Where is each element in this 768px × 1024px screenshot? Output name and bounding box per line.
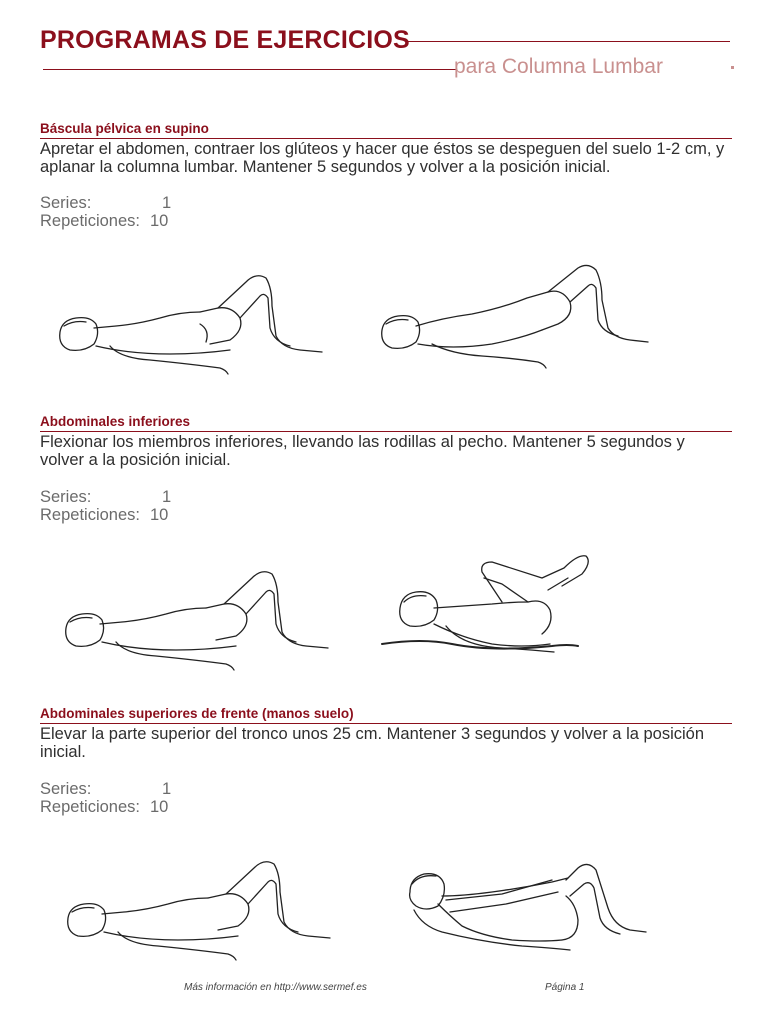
exercise-1-title: Báscula pélvica en supino: [40, 121, 209, 136]
series-value: 1: [162, 780, 172, 798]
exercise-3-reps: [40, 798, 169, 816]
exercise-1-description: Apretar el abdomen, contraer los glúteos y hacer que éstos se despeguen del suelo 1-2 cm, y aplanar la columna lumbar. Mantener 5 segundos y volver a la posición inicial.: [40, 140, 725, 176]
reps-label: Repeticiones:: [40, 798, 140, 816]
series-label: Series:: [40, 194, 92, 212]
exercise-2-rule: [40, 431, 732, 432]
series-value: 1: [162, 488, 172, 506]
reps-value: 10: [150, 798, 169, 816]
exercise-1-illustration-start: [50, 266, 340, 386]
series-label: Series:: [40, 780, 92, 798]
page-subtitle: para Columna Lumbar: [454, 55, 663, 78]
exercise-1-series: [40, 194, 172, 212]
subtitle-dot: [731, 66, 734, 69]
exercise-3-rule: [40, 723, 732, 724]
exercise-3-series: [40, 780, 172, 798]
footer-page-number: Página 1: [545, 982, 585, 993]
footer-info: Más información en http://www.sermef.es: [184, 982, 367, 993]
exercise-1-reps: [40, 212, 169, 230]
reps-label: Repeticiones:: [40, 212, 140, 230]
exercise-2-reps: [40, 506, 169, 524]
exercise-1-illustration-end: [372, 258, 662, 384]
exercise-1-rule: [40, 138, 732, 139]
exercise-3-description: Elevar la parte superior del tronco unos 25 cm. Mantener 3 segundos y volver a la posición inicial.: [40, 725, 705, 761]
exercise-2-title: Abdominales inferiores: [40, 414, 191, 429]
page-title: PROGRAMAS DE EJERCICIOS: [40, 26, 410, 54]
exercise-2-series: [40, 488, 172, 506]
reps-value: 10: [150, 212, 169, 230]
exercise-2-description: Flexionar los miembros inferiores, llevando las rodillas al pecho. Mantener 5 segundos y volver a la posición inicial.: [40, 433, 685, 469]
series-value: 1: [162, 194, 172, 212]
exercise-2-illustration-start: [56, 562, 346, 678]
subtitle-rule: [43, 69, 456, 70]
title-rule: [408, 41, 730, 42]
series-label: Series:: [40, 488, 92, 506]
exercise-3-illustration-end: [402, 856, 652, 968]
reps-value: 10: [150, 506, 169, 524]
exercise-3-illustration-start: [58, 852, 348, 968]
exercise-3-title: Abdominales superiores de frente (manos suelo): [40, 706, 354, 721]
reps-label: Repeticiones:: [40, 506, 140, 524]
exercise-2-illustration-end: [382, 548, 602, 674]
